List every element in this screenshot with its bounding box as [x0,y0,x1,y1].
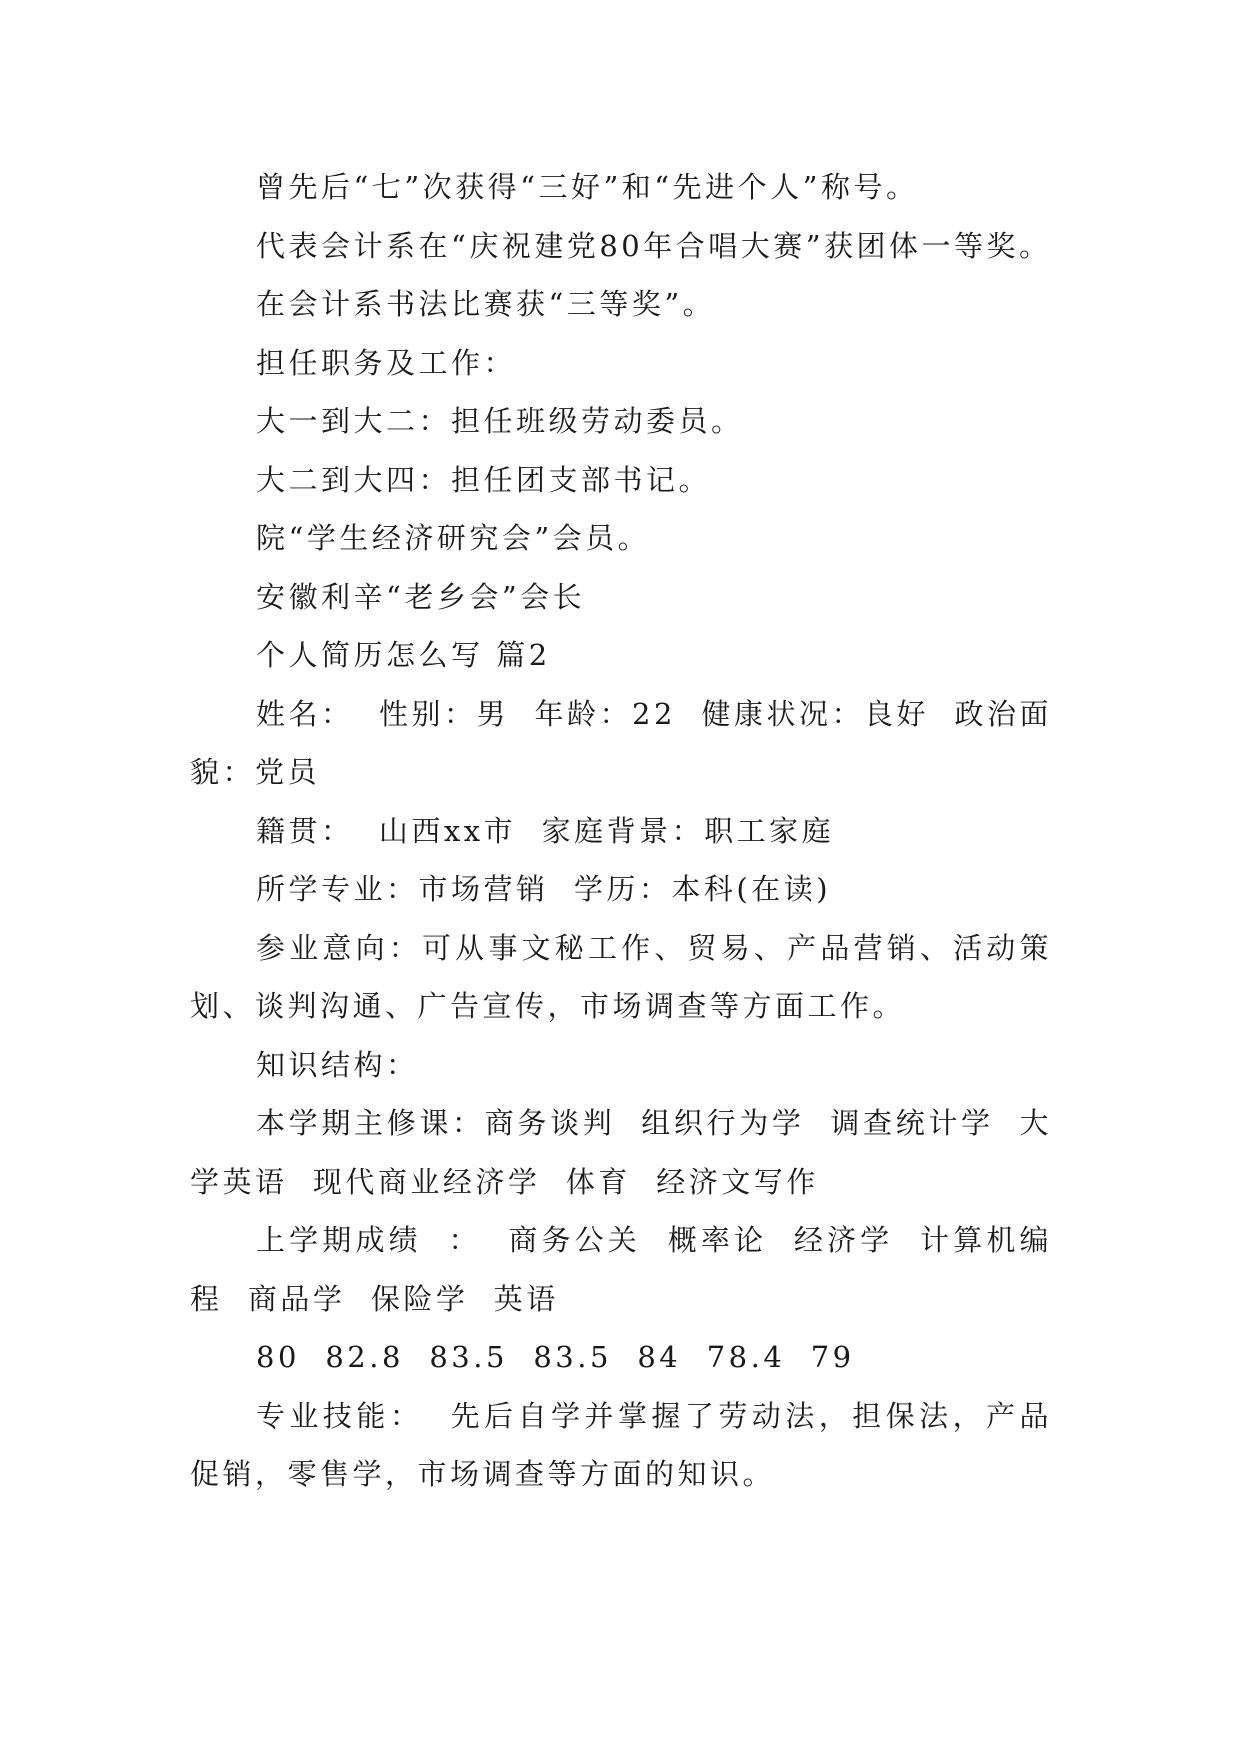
paragraph-position-1: 大一到大二：担任班级劳动委员。 [256,404,744,438]
paragraph-position-2: 大二到大四：担任团支部书记。 [256,462,712,497]
paragraph-personal-info: 姓名： 性别：男 年龄：22 健康状况：良好 政治面貌：党员 [190,696,1052,789]
paragraph-current-courses: 本学期主修课：商务谈判 组织行为学 调查统计学 大学英语 现代商业经济学 体育 经济文写作 [190,1106,1052,1199]
paragraph-position-3: 院“学生经济研究会”会员。 [256,521,651,555]
paragraph-major: 所学专业：市场营销 学历：本科(在读) [256,872,832,906]
paragraph-origin: 籍贯： 山西xx市 家庭背景：职工家庭 [256,813,835,848]
paragraph-career-intention: 参业意向：可从事文秘工作、贸易、产品营销、活动策划、谈判沟通、广告宣传，市场调查等方面工作。 [190,930,1052,1023]
paragraph-last-term-courses: 上学期成绩 ： 商务公关 概率论 经济学 计算机编程 商品学 保险学 英语 [190,1223,1052,1316]
paragraph-calligraphy-award: 在会计系书法比赛获“三等奖”。 [256,287,716,321]
paragraph-positions-heading: 担任职务及工作： [256,345,517,380]
paragraph-honors: 曾先后“七”次获得“三好”和“先进个人”称号。 [256,170,919,204]
paragraph-knowledge-heading: 知识结构： [256,1047,419,1082]
paragraph-choir-award: 代表会计系在“庆祝建党80年合唱大赛”获团体一等奖。 [256,228,1052,263]
document-body [190,158,1052,1504]
paragraph-last-term-scores: 80 82.8 83.5 83.5 84 78.4 79 [256,1340,855,1374]
paragraph-skills: 专业技能： 先后自学并掌握了劳动法，担保法，产品促销，零售学，市场调查等方面的知识。 [190,1398,1052,1491]
paragraph-position-4: 安徽利辛“老乡会”会长 [256,579,586,614]
section-title: 个人简历怎么写 篇2 [256,638,551,672]
